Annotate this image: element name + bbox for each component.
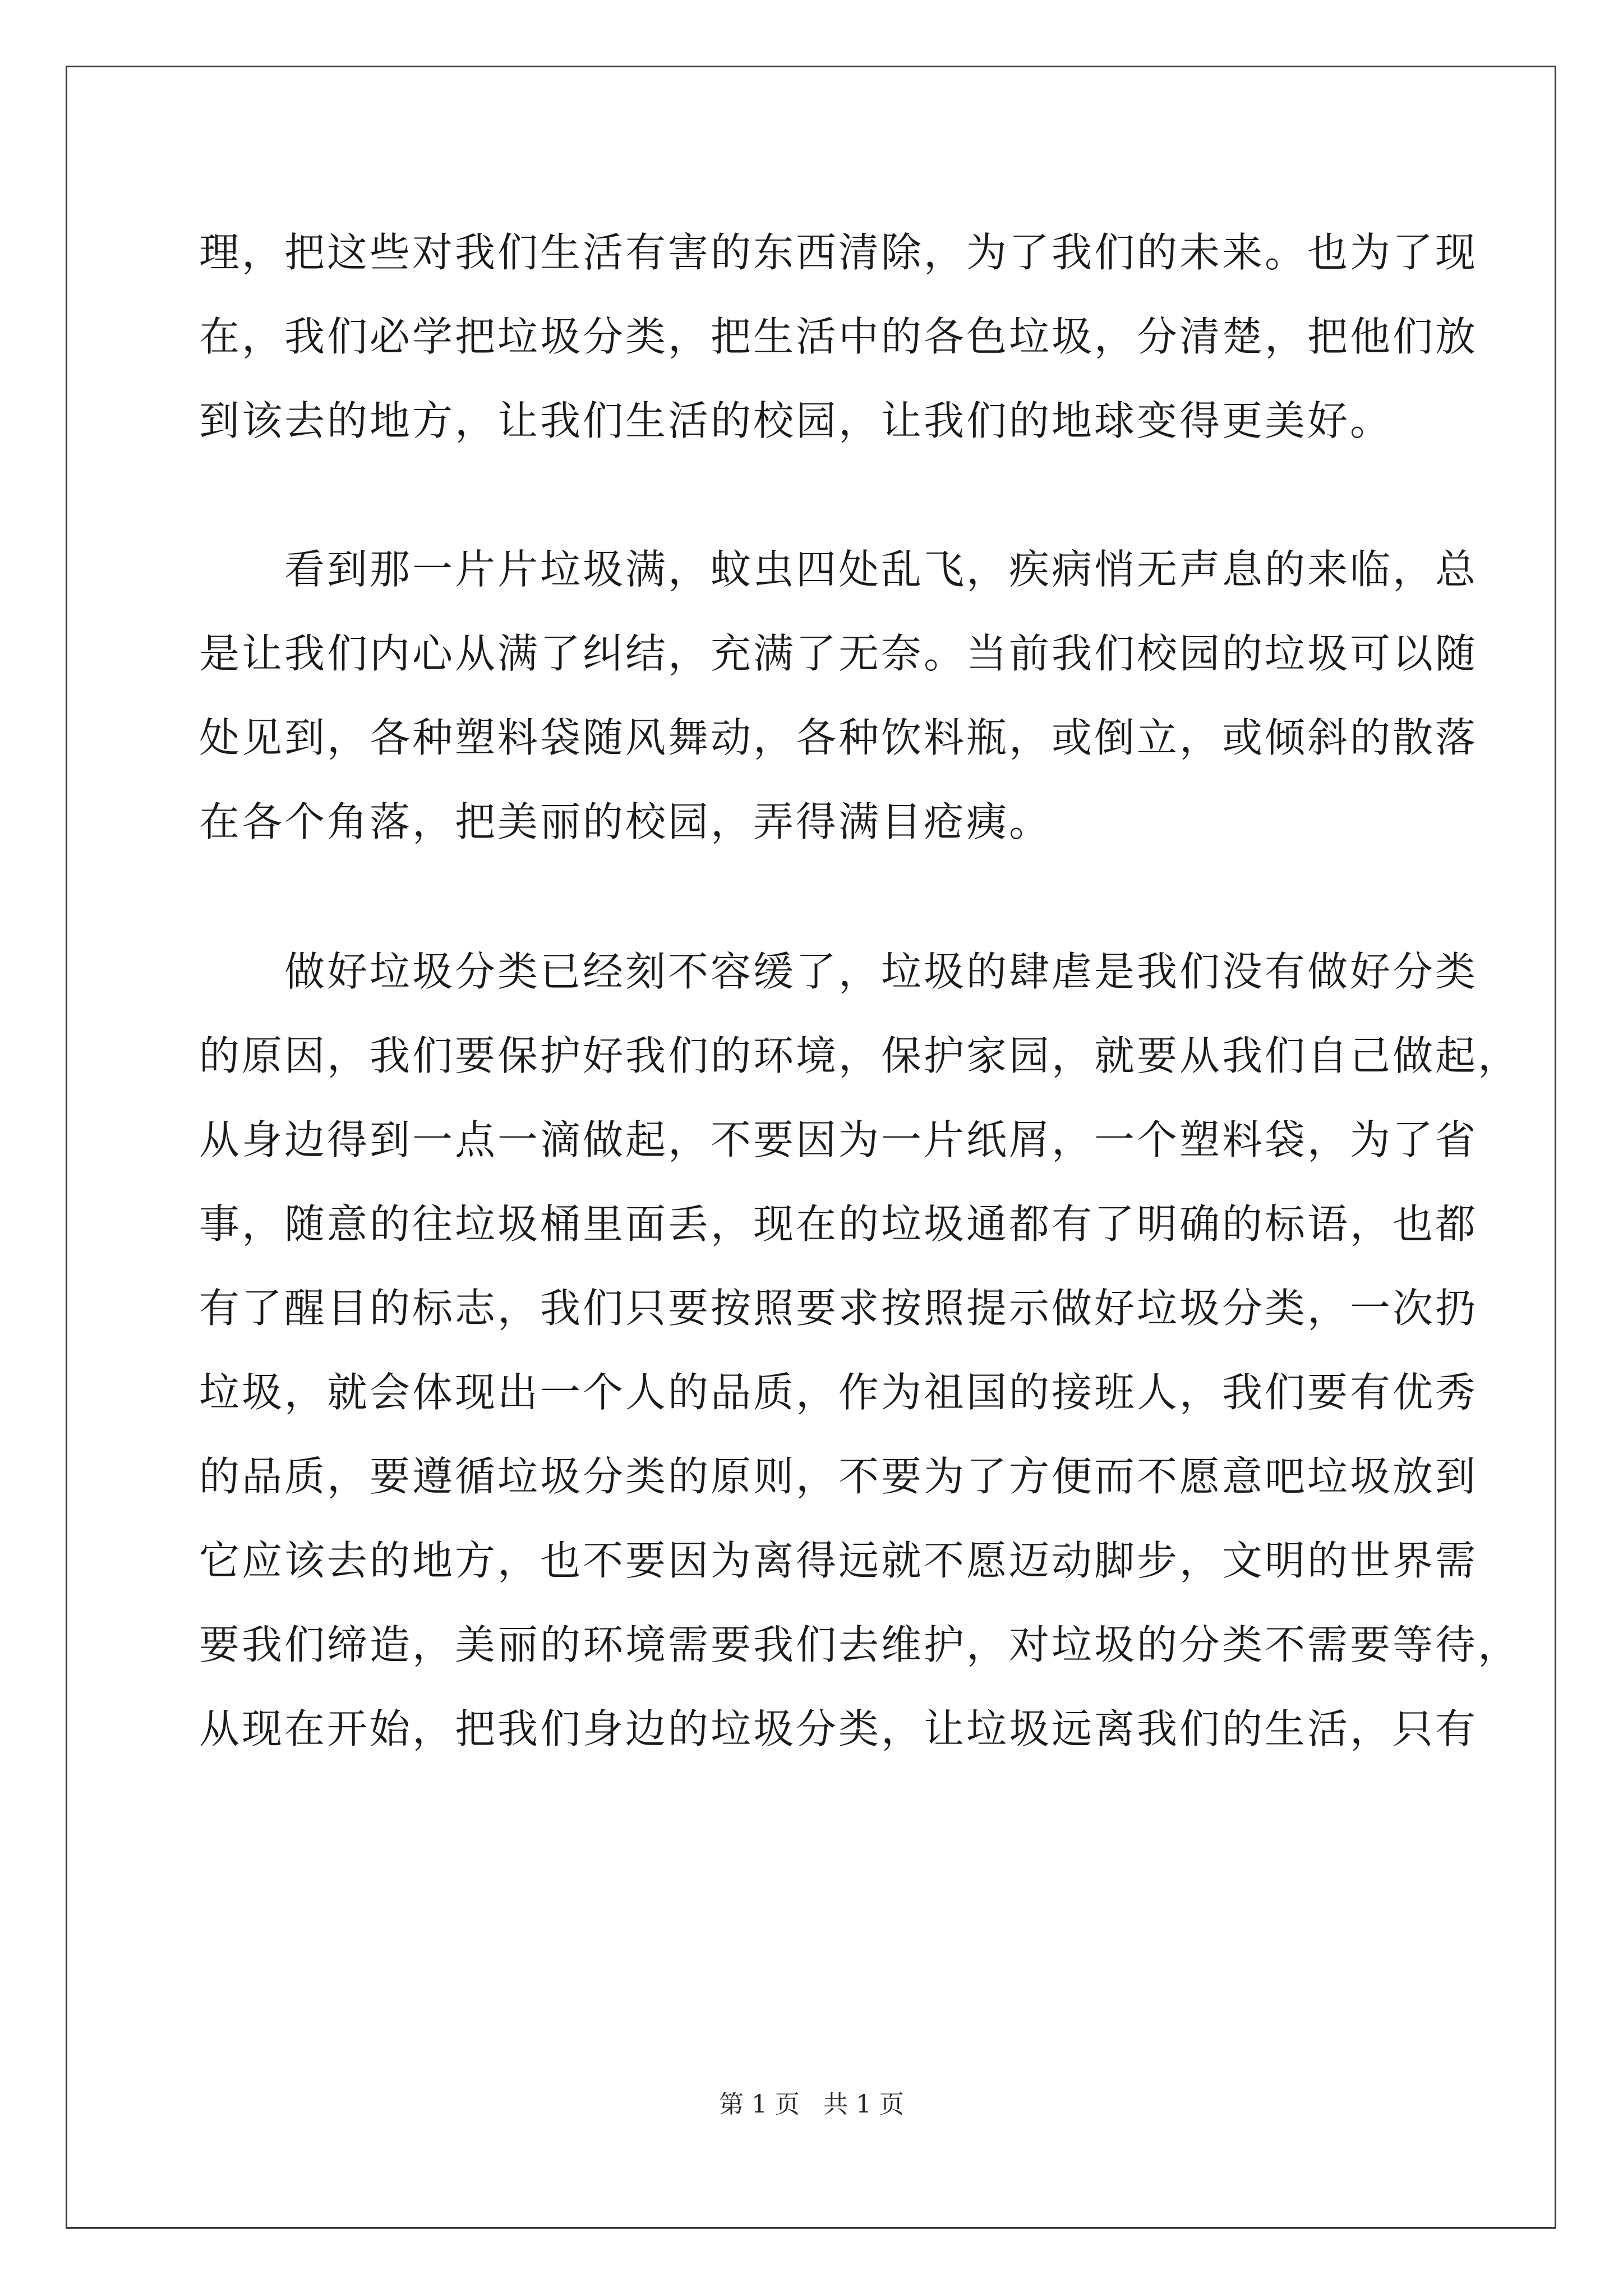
- page-number: 第 1 页: [719, 2090, 800, 2119]
- text-line: 要我们缔造，美丽的环境需要我们去维护，对垃圾的分类不需要等待，: [199, 1621, 1521, 1668]
- text-line: 事，随意的往垃圾桶里面丢，现在的垃圾通都有了明确的标语，也都: [199, 1200, 1478, 1248]
- text-line: 理，把这些对我们生活有害的东西清除，为了我们的未来。也为了现: [199, 229, 1478, 276]
- text-line: 它应该去的地方，也不要因为离得远就不愿迈动脚步，文明的世界需: [199, 1537, 1478, 1584]
- text-line: 到该去的地方，让我们生活的校园，让我们的地球变得更美好。: [199, 397, 1393, 444]
- text-line: 做好垃圾分类已经刻不容缓了，垃圾的肆虐是我们没有做好分类: [199, 948, 1478, 995]
- text-line: 的原因，我们要保护好我们的环境，保护家园，就要从我们自己做起，: [199, 1032, 1521, 1079]
- page-footer: [0, 2088, 1623, 2122]
- text-line: 是让我们内心从满了纠结，充满了无奈。当前我们校园的垃圾可以随: [199, 630, 1478, 677]
- text-line: 在，我们必学把垃圾分类，把生活中的各色垃圾，分清楚，把他们放: [199, 313, 1478, 360]
- text-line: 从现在开始，把我们身边的垃圾分类，让垃圾远离我们的生活，只有: [199, 1705, 1478, 1752]
- text-line: 处见到，各种塑料袋随风舞动，各种饮料瓶，或倒立，或倾斜的散落: [199, 714, 1478, 761]
- text-line: 看到那一片片垃圾满，蚊虫四处乱飞，疾病悄无声息的来临，总: [199, 546, 1478, 593]
- text-line: 在各个角落，把美丽的校园，弄得满目疮痍。: [199, 798, 1052, 845]
- text-line: 有了醒目的标志，我们只要按照要求按照提示做好垃圾分类，一次扔: [199, 1285, 1478, 1332]
- text-line: 的品质，要遵循垃圾分类的原则，不要为了方便而不愿意吧垃圾放到: [199, 1453, 1478, 1500]
- text-line: 从身边得到一点一滴做起，不要因为一片纸屑，一个塑料袋，为了省: [199, 1116, 1478, 1163]
- page-total: 共 1 页: [823, 2090, 904, 2119]
- text-line: 垃圾，就会体现出一个人的品质，作为祖国的接班人，我们要有优秀: [199, 1369, 1478, 1416]
